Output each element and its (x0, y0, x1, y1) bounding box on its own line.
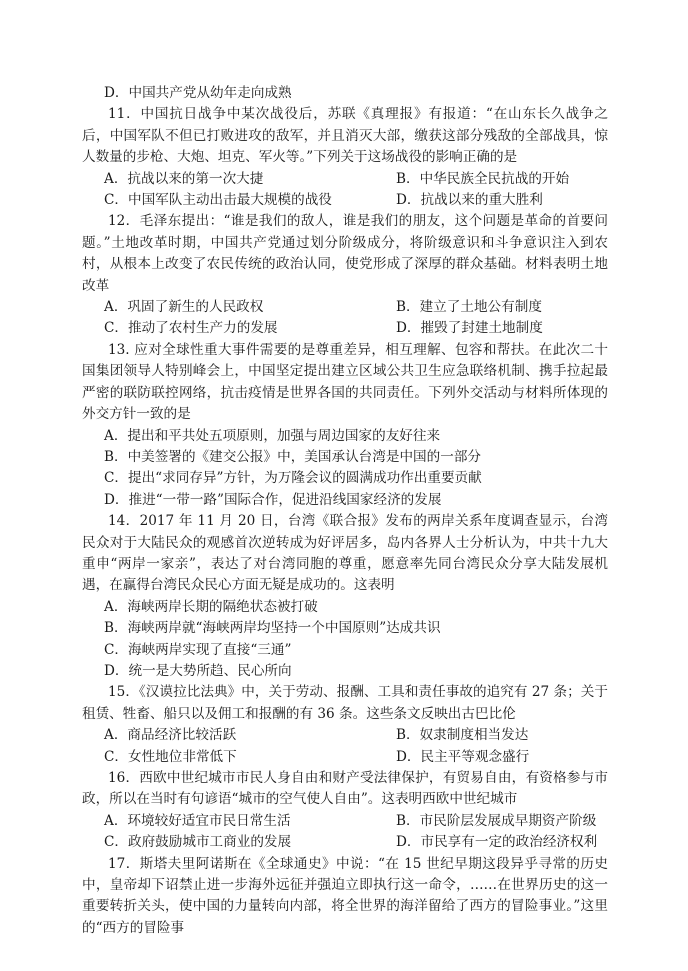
question-12-option-c[interactable]: C．推动了农村生产力的发展 (104, 320, 278, 337)
question-12-stem: 12．毛泽东提出：“谁是我们的敌人，谁是我们的朋友，这个问题是革命的首要问题。”土地改革时期，中国共产党通过划分阶级成分，将阶级意识和斗争意识注入到农村，从根本上改变了农民传统的政治认同，使党形成了深厚的群众基础。材料表明土地改革 (82, 213, 608, 294)
question-16-option-d[interactable]: D．市民享有一定的政治经济权利 (396, 834, 598, 851)
question-11-option-a[interactable]: A．抗战以来的第一次大捷 (104, 170, 264, 187)
question-16-options-row-1 (104, 811, 608, 832)
question-16-option-b[interactable]: B．市民阶层发展成早期资产阶级 (396, 812, 597, 829)
question-15-options-row-2 (104, 747, 608, 768)
question-16-option-a[interactable]: A．环境较好适宜市民日常生活 (104, 812, 291, 829)
question-14-option-c[interactable]: C．海峡两岸实现了直接“三通” (104, 641, 292, 658)
question-15-option-c[interactable]: C．女性地位非常低下 (104, 748, 237, 765)
question-12-options-row-2 (104, 318, 608, 339)
question-15-option-b[interactable]: B．奴隶制度相当发达 (396, 727, 529, 744)
question-14-option-b[interactable]: B．海峡两岸就“海峡两岸均坚持一个中国原则”达成共识 (104, 620, 441, 637)
question-13-stem: 13. 应对全球性重大事件需要的是尊重差异，相互理解、包容和帮扶。在此次二十国集团领导人特别峰会上，中国坚定提出建立区域公共卫生应急联络机制、携手拉起最严密的联防联控网络，抗击疫情是世界各国的共同责任。下列外交活动与材料所体现的外交方针一致的是 (82, 341, 608, 423)
question-11-option-d[interactable]: D．抗战以来的重大胜利 (396, 192, 543, 209)
question-13-option-d[interactable]: D．推进“一带一路”国际合作，促进沿线国家经济的发展 (104, 491, 442, 508)
question-15-stem: 15．《汉谟拉比法典》中，关于劳动、报酬、工具和责任事故的追究有 27 条；关于租赁、牲畜、船只以及佣工和报酬的有 36 条。这些条文反映出古巴比伦 (82, 684, 608, 722)
question-15-option-a[interactable]: A．商品经济比较活跃 (104, 727, 237, 744)
question-13-option-c[interactable]: C．提出“求同存异”方针，为万隆会议的圆满成功作出重要贡献 (104, 470, 482, 487)
exam-content (82, 83, 608, 939)
lead-option-d[interactable]: D．中国共产党从幼年走向成熟 (104, 85, 292, 101)
question-13-option-b[interactable]: B．中美签署的《建交公报》中，美国承认台湾是中国的一部分 (104, 448, 482, 465)
question-16-stem: 16．西欧中世纪城市市民人身自由和财产受法律保护，有贸易自由，有资格参与市政，所以在当时有句谚语“城市的空气使人自由”。这表明西欧中世纪城市 (82, 770, 608, 808)
question-11-options-row-1 (104, 169, 608, 190)
question-14-option-d[interactable]: D．统一是大势所趋、民心所向 (104, 662, 292, 679)
question-12-option-a[interactable]: A．巩固了新生的人民政权 (104, 299, 264, 316)
question-11-stem: 11．中国抗日战争中某次战役后，苏联《真理报》有报道：“在山东长久战争之后，中国军队不但已打败进攻的敌军，并且消灭大部，缴获这部分残敌的全部战具，惊人数量的步枪、大炮、坦克、军火等。”下列关于这场战役的影响正确的是 (82, 106, 608, 166)
question-11-option-b[interactable]: B．中华民族全民抗战的开始 (396, 170, 570, 187)
question-12-option-b[interactable]: B．建立了土地公有制度 (396, 299, 542, 316)
question-12-option-d[interactable]: D．摧毁了封建土地制度 (396, 320, 543, 337)
question-11-options-row-2 (104, 190, 608, 211)
question-15-options-row-1 (104, 725, 608, 746)
question-16-options-row-2 (104, 832, 608, 853)
question-16-option-c[interactable]: C．政府鼓励城市工商业的发展 (104, 834, 292, 851)
question-15-option-d[interactable]: D．民主平等观念盛行 (396, 748, 530, 765)
question-17-stem: 17．斯塔夫里阿诺斯在《全球通史》中说：“在 15 世纪早期这段异乎寻常的历史中，皇帝却下诏禁止进一步海外远征并强迫立即执行这一命令，……在世界历史的这一重要转折关头，使中国的力量转向内部，将全世界的海洋留给了西方的冒险事业。”这里的“西方的冒险事 (82, 855, 608, 936)
question-14-option-a[interactable]: A．海峡两岸长期的隔绝状态被打破 (104, 598, 318, 615)
question-12-options-row-1 (104, 297, 608, 318)
question-11-option-c[interactable]: C．中国军队主动出击最大规模的战役 (104, 192, 332, 209)
question-13-option-a[interactable]: A．提出和平共处五项原则，加强与周边国家的友好往来 (104, 427, 441, 444)
question-14-stem: 14．2017 年 11 月 20 日，台湾《联合报》发布的两岸关系年度调查显示，台湾民众对于大陆民众的观感首次逆转成为好评居多，岛内各界人士分析认为，中共十九大重申“两岸一家亲”，表达了对台湾同胞的尊重，愿意率先同台湾民众分享大陆发展机遇，在赢得台湾民众民心方面无疑是成功的。这表明 (82, 513, 608, 594)
